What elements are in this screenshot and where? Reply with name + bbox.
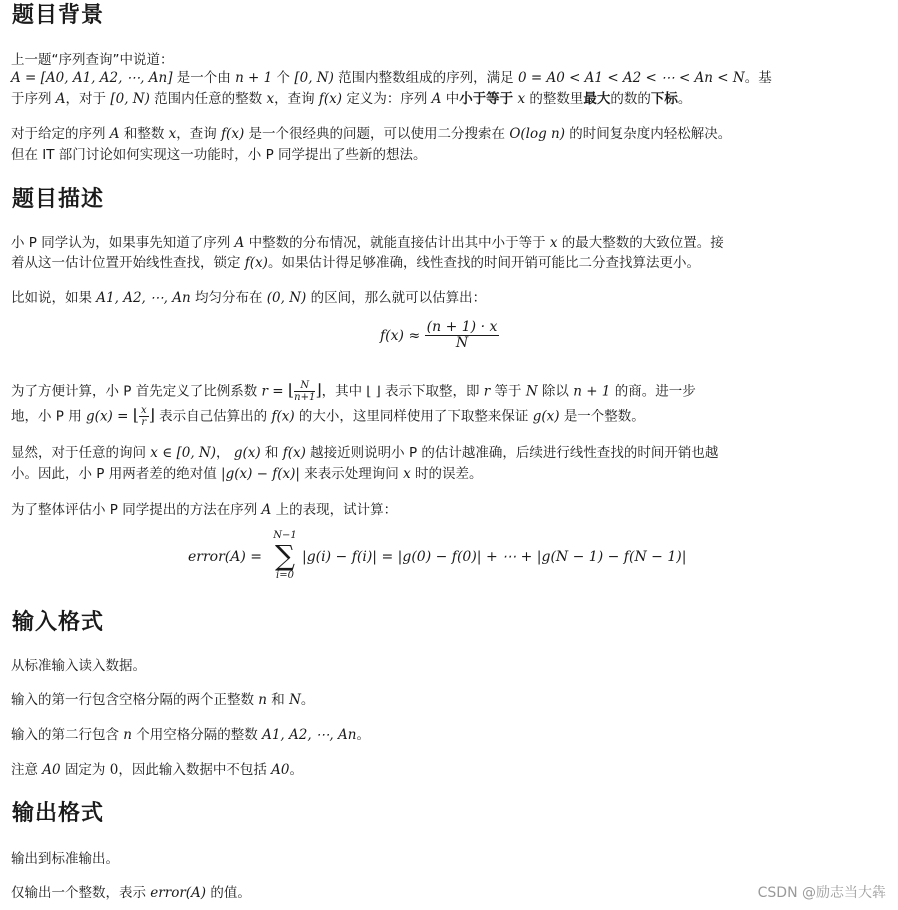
estimate-formula: f(x) ≈ $\frac{(n + 1) \cdot x}{N}$	[380, 319, 498, 352]
description-line-6: 显然，对于任意的询问 x ∈ [0, N)， g(x) 和 f(x) 越接近则说明小 P 的估计越准确，后续进行线性查找的时间开销也越	[11, 445, 719, 461]
background-line-5: 但在 IT 部门讨论如何实现这一功能时，小 P 同学提出了些新的想法。	[11, 147, 427, 163]
description-line-5: 地，小 P 用 g(x) = ⌊ $\frac{x}{r}$ ⌋ 表示自己估算出的 f(x) 的大小，这里同样使用了下取整来保证 g(x) 是一个整数。	[11, 405, 645, 428]
output-line-2: 仅输出一个整数，表示 error(A) 的值。	[11, 885, 251, 901]
background-line-3: 于序列 A，对于 [0, N) 范围内任意的整数 x，查询 f(x) 定义为：序列 A 中小于等于 x 的整数里最大的数的下标。	[11, 91, 692, 107]
description-line-1: 小 P 同学认为，如果事先知道了序列 A 中整数的分布情况，就能直接估计出其中小于等于 x 的最大整数的大致位置。接	[11, 235, 724, 251]
estimate-fraction: $\frac{(n + 1) \cdot x}{N}$	[426, 319, 498, 352]
input-line-1: 从标准输入读入数据。	[11, 658, 146, 674]
error-formula-rhs: |g(i) − f(i)| = |g(0) − f(0)| + ⋯ + |g(N − 1) − f(N − 1)|	[302, 549, 687, 565]
background-line-4: 对于给定的序列 A 和整数 x，查询 f(x) 是一个很经典的问题，可以使用二分搜索在 O(log n) 的时间复杂度内轻松解决。	[11, 126, 732, 142]
csdn-watermark: CSDN @励志当大犇	[757, 885, 886, 901]
background-line-1: 上一题“序列查询”中说道：	[11, 52, 174, 68]
heading-description: 题目描述	[12, 186, 105, 212]
description-line-2: 着从这一估计位置开始线性查找，锁定 f(x)。如果估计得足够准确，线性查找的时间开销可能比二分查找算法更小。	[11, 255, 700, 271]
heading-input: 输入格式	[12, 609, 105, 635]
description-line-4: 为了方便计算，小 P 首先定义了比例系数 r = ⌊ $\frac{N}{n+1}$ ⌋，其中 ⌊ ⌋ 表示下取整，即 r 等于 N 除以 n + 1 的商。进一步	[11, 380, 696, 403]
input-line-3: 输入的第二行包含 n 个用空格分隔的整数 A1, A2, ⋯, An。	[11, 727, 370, 743]
input-line-4: 注意 A0 固定为 0，因此输入数据中不包括 A0。	[11, 762, 303, 778]
heading-background: 题目背景	[12, 2, 105, 28]
description-line-3: 比如说，如果 A1, A2, ⋯, An 均匀分布在 (0, N) 的区间，那么就可以估算出：	[11, 290, 487, 306]
output-line-1: 输出到标准输出。	[11, 851, 119, 867]
error-formula-lhs: error(A) =	[188, 549, 263, 565]
summation-symbol: N−1 ∑ i=0	[273, 530, 297, 581]
background-line-2: A = [A0, A1, A2, ⋯, An] 是一个由 n + 1 个 [0, N) 范围内整数组成的序列，满足 0 = A0 < A1 < A2 < ⋯ < An < N。基	[11, 70, 772, 86]
description-line-7: 小。因此，小 P 用两者差的绝对值 |g(x) − f(x)| 来表示处理询问 x 时的误差。	[11, 466, 483, 482]
heading-output: 输出格式	[12, 800, 105, 826]
input-line-2: 输入的第一行包含空格分隔的两个正整数 n 和 N。	[11, 692, 315, 708]
description-line-8: 为了整体评估小 P 同学提出的方法在序列 A 上的表现，试计算：	[11, 502, 398, 518]
